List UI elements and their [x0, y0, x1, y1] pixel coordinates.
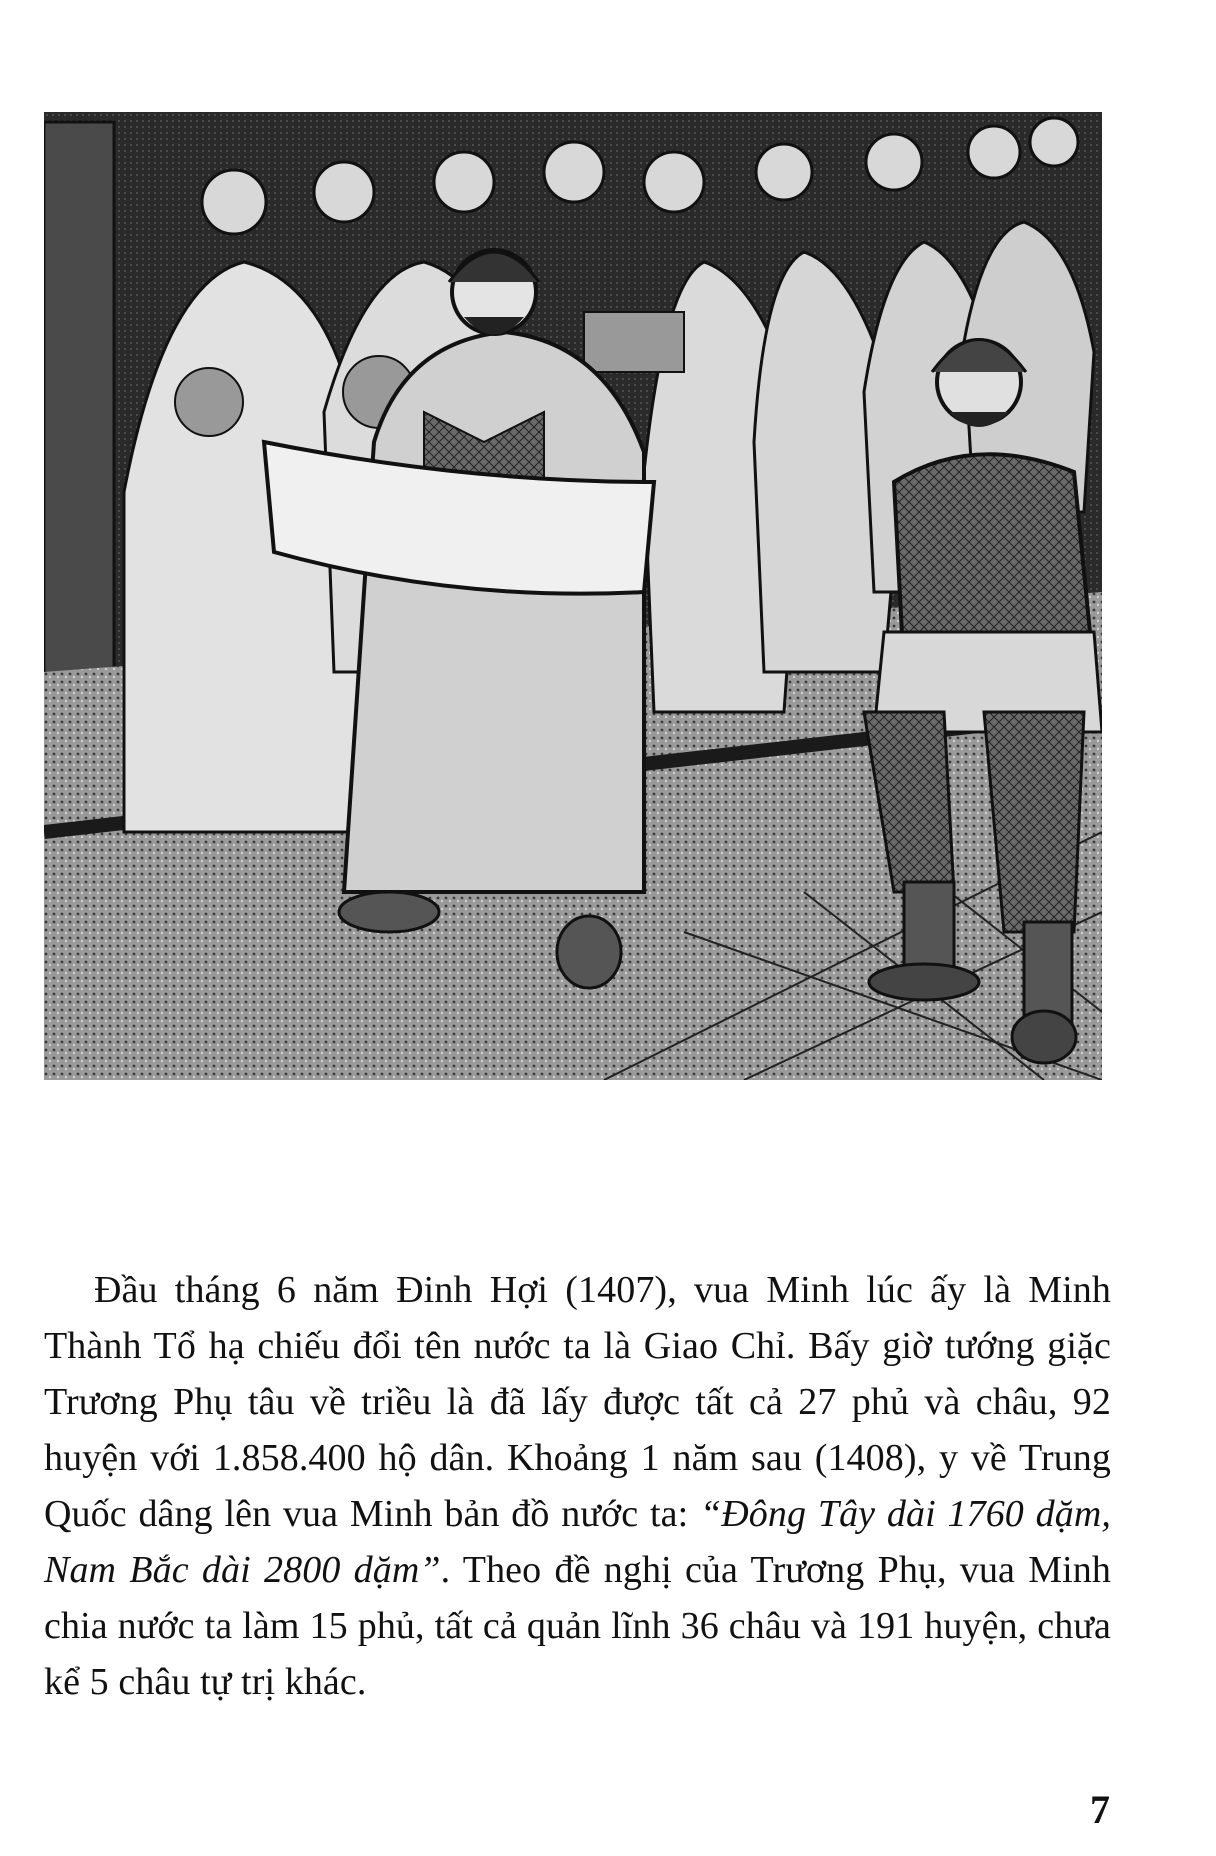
- pillar: [44, 122, 114, 682]
- paragraph-part1: Đầu tháng 6 năm Đinh Hợi (1407), vua Minh lúc ấy là Minh Thành Tổ hạ chiếu đổi tên nước ta là Giao Chỉ. Bấy giờ tướng giặc Trương Phụ tâu về triều là đã lấy được tất cả 27 phủ và châu, 92 huyện với 1.858.400 hộ dân. Khoảng 1 năm sau (1408), y về Trung Quốc dâng lên vua Minh bản đồ nước ta:: [44, 1269, 1111, 1535]
- body-paragraph: [44, 1262, 1111, 1710]
- court-illustration-drawing: [44, 112, 1102, 1080]
- paragraph-part2: . Theo đề nghị của Trương Phụ, vua Minh chia nước ta làm 15 phủ, tất cả quản lĩnh 36 châu và 191 huyện, chưa kể 5 châu tự trị khác.: [44, 1549, 1111, 1703]
- page-number: 7: [1090, 1787, 1110, 1832]
- paragraph-quote: “Đông Tây dài 1760 dặm, Nam Bắc dài 2800 dặm”: [44, 1493, 1111, 1591]
- court-illustration: [44, 112, 1102, 1080]
